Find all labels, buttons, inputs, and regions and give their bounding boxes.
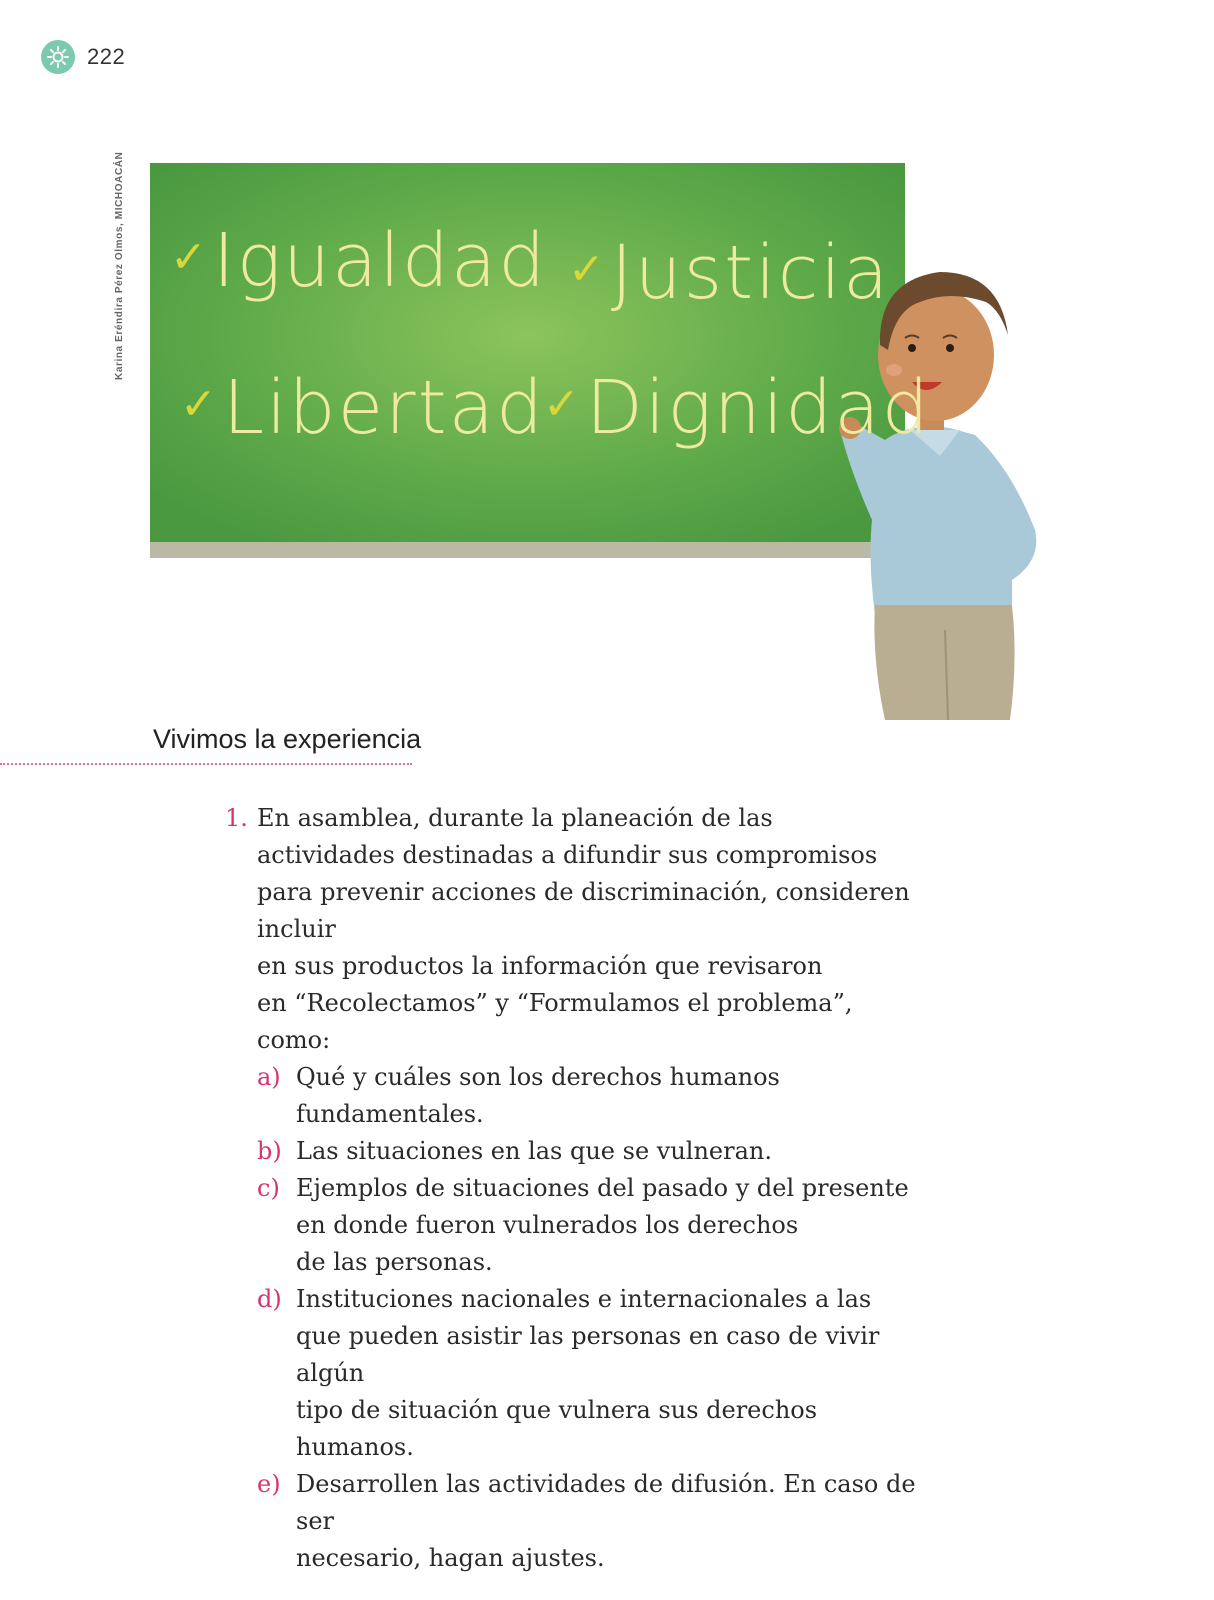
board-word-dignidad: [543, 365, 931, 451]
board-word-label: Dignidad: [585, 365, 931, 451]
teacher-pants: [874, 605, 1014, 720]
illustration-credit: Karina Eréndira Pérez Olmos, MICHOACÁN: [114, 151, 125, 380]
board-word-justicia: [568, 230, 890, 316]
board-word-label: Justicia: [610, 230, 891, 316]
text-line: en donde fueron vulnerados los derechos: [296, 1211, 799, 1239]
text-line: Qué y cuáles son los derechos humanos fundamentales.: [296, 1063, 780, 1128]
board-word-igualdad: [170, 218, 547, 304]
sub-marker: c): [257, 1174, 280, 1202]
list-item: [257, 1281, 925, 1466]
list-item: [257, 1170, 925, 1281]
text-line: que pueden asistir las personas en caso de vivir algún: [296, 1322, 880, 1387]
text-line: en “Recolectamos” y “Formulamos el problema”, como:: [257, 989, 853, 1054]
sub-marker: e): [257, 1470, 281, 1498]
sub-marker: a): [257, 1063, 281, 1091]
text-line: de las personas.: [296, 1248, 493, 1276]
board-word-label: Igualdad: [212, 218, 548, 304]
text-line: en sus productos la información que revisaron: [257, 952, 823, 980]
text-line: tipo de situación que vulnera sus derechos humanos.: [296, 1396, 818, 1461]
check-icon: ✓: [543, 379, 582, 430]
item-number: 1.: [225, 804, 248, 832]
check-icon: ✓: [180, 379, 219, 430]
check-icon: ✓: [568, 244, 607, 295]
illustration: [150, 160, 1050, 730]
text-line: Desarrollen las actividades de difusión. En caso de ser: [296, 1470, 916, 1535]
board-word-libertad: [180, 365, 545, 451]
section-title: Vivimos la experiencia: [153, 724, 422, 754]
section-divider: [0, 763, 412, 765]
sub-marker: d): [257, 1285, 282, 1313]
page-number: 222: [87, 44, 126, 69]
activity-item: [225, 800, 925, 1059]
sub-marker: b): [257, 1137, 282, 1165]
text-line: Las situaciones en las que se vulneran.: [296, 1137, 773, 1165]
list-item: [257, 1466, 925, 1577]
list-item: [257, 1059, 925, 1133]
text-line: actividades destinadas a difundir sus compromisos: [257, 841, 878, 869]
page-header: [41, 40, 125, 74]
activity-text: [257, 800, 925, 1059]
list-item: [257, 1133, 925, 1170]
text-line: Ejemplos de situaciones del pasado y del presente: [296, 1174, 909, 1202]
text-line: para prevenir acciones de discriminación, consideren incluir: [257, 878, 910, 943]
board-word-label: Libertad: [222, 365, 545, 451]
text-line: Instituciones nacionales e internacionales a las: [296, 1285, 872, 1313]
sub-list: [257, 1059, 925, 1577]
text-line: necesario, hagan ajustes.: [296, 1544, 605, 1572]
sun-icon: [41, 40, 75, 74]
check-icon: ✓: [170, 232, 209, 283]
activity-content: [225, 800, 925, 1577]
chalk-tray: [150, 542, 905, 558]
text-line: En asamblea, durante la planeación de las: [257, 804, 773, 832]
